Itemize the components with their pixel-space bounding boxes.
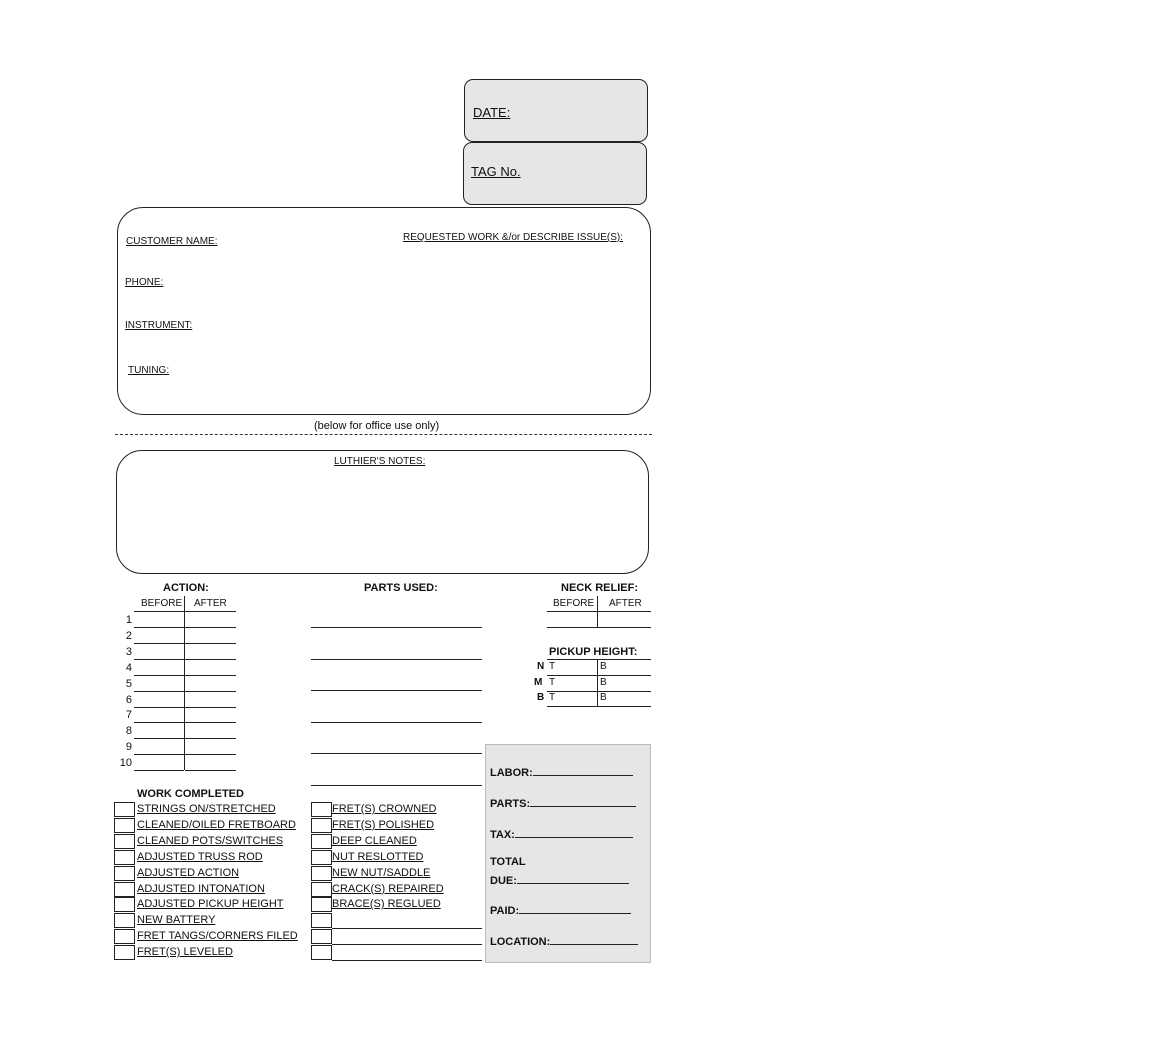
- parts-used-title: PARTS USED:: [364, 582, 438, 594]
- work-checkbox[interactable]: [114, 897, 135, 912]
- pickup-treble-label: T: [549, 661, 556, 672]
- location-label: LOCATION:: [490, 936, 551, 948]
- action-after-cell[interactable]: [185, 754, 236, 755]
- work-checkbox[interactable]: [311, 850, 332, 865]
- action-before-cell[interactable]: [134, 770, 184, 771]
- work-item-label: CLEANED POTS/SWITCHES: [137, 834, 284, 847]
- work-item-label: NUT RESLOTTED: [332, 850, 424, 863]
- neck-relief-before-header: BEFORE: [553, 598, 595, 609]
- parts-used-line[interactable]: [311, 722, 482, 723]
- work-item-label: BRACE(S) REGLUED: [332, 898, 441, 911]
- work-item-label: CRACK(S) REPAIRED: [332, 882, 444, 895]
- action-before-cell[interactable]: [134, 754, 184, 755]
- parts-used-line[interactable]: [311, 627, 482, 628]
- action-before-cell[interactable]: [134, 675, 184, 676]
- action-after-cell[interactable]: [185, 691, 236, 692]
- work-item-blank-line[interactable]: [332, 928, 482, 929]
- office-use-divider: [115, 434, 652, 435]
- work-checkbox[interactable]: [114, 866, 135, 881]
- parts-used-line[interactable]: [311, 690, 482, 691]
- work-checkbox[interactable]: [311, 882, 332, 897]
- action-row-number: 2: [125, 629, 132, 642]
- work-item-label: DEEP CLEANED: [332, 834, 417, 847]
- action-row-number: 10: [119, 757, 132, 770]
- parts-used-line[interactable]: [311, 785, 482, 786]
- work-item-label: STRINGS ON/STRETCHED: [137, 803, 276, 815]
- action-after-cell[interactable]: [185, 738, 236, 739]
- paid-field[interactable]: [490, 903, 631, 917]
- action-header-line: [134, 611, 236, 612]
- paid-label: PAID:: [490, 905, 520, 917]
- neck-relief-divider: [597, 596, 598, 627]
- action-after-cell[interactable]: [185, 707, 236, 708]
- requested-work-label: REQUESTED WORK &/or DESCRIBE ISSUE(S):: [403, 232, 624, 243]
- work-item-blank-line[interactable]: [332, 944, 482, 945]
- action-row-number: 5: [125, 677, 132, 690]
- pickup-height-line[interactable]: [547, 675, 651, 676]
- action-after-cell[interactable]: [185, 722, 236, 723]
- work-item-label: ADJUSTED PICKUP HEIGHT: [137, 898, 284, 911]
- tag-number-label: TAG No.: [471, 164, 521, 179]
- work-checkbox[interactable]: [311, 945, 332, 960]
- luthier-notes-label: LUTHIER'S NOTES:: [334, 456, 426, 467]
- work-item-label: FRET(S) LEVELED: [137, 946, 233, 959]
- action-after-cell[interactable]: [185, 627, 236, 628]
- action-after-cell[interactable]: [185, 643, 236, 644]
- action-before-cell[interactable]: [134, 627, 184, 628]
- pickup-height-header-line: [547, 659, 651, 660]
- work-item-label: ADJUSTED ACTION: [137, 866, 240, 879]
- pickup-height-line[interactable]: [547, 706, 651, 707]
- parts-field[interactable]: [490, 796, 636, 810]
- work-item-label: ADJUSTED INTONATION: [137, 882, 265, 895]
- action-row-number: 8: [125, 725, 132, 738]
- work-checkbox[interactable]: [311, 929, 332, 944]
- tuning-label: TUNING:: [128, 365, 170, 376]
- work-item-label: NEW NUT/SADDLE: [332, 866, 431, 879]
- billing-box: [485, 744, 651, 963]
- action-title: ACTION:: [163, 582, 209, 594]
- work-checkbox[interactable]: [114, 882, 135, 897]
- work-completed-title: WORK COMPLETED: [137, 788, 244, 800]
- work-item-blank-line[interactable]: [332, 960, 482, 961]
- work-checkbox[interactable]: [114, 929, 135, 944]
- tag-number-box[interactable]: [463, 142, 647, 205]
- action-after-cell[interactable]: [185, 675, 236, 676]
- work-checkbox[interactable]: [311, 866, 332, 881]
- work-checkbox[interactable]: [114, 913, 135, 928]
- action-column-divider: [184, 596, 185, 770]
- instrument-label: INSTRUMENT:: [125, 320, 193, 331]
- total-due-field[interactable]: [490, 873, 629, 887]
- tax-label: TAX:: [490, 829, 515, 841]
- work-checkbox[interactable]: [311, 802, 332, 817]
- pickup-height-divider: [597, 659, 598, 706]
- labor-field[interactable]: [490, 765, 633, 779]
- parts-label: PARTS:: [490, 798, 531, 810]
- work-item-label: FRET(S) POLISHED: [332, 818, 435, 831]
- action-after-cell[interactable]: [185, 770, 236, 771]
- office-use-note: (below for office use only): [314, 420, 440, 432]
- parts-used-line[interactable]: [311, 753, 482, 754]
- action-row-number: 1: [125, 614, 132, 626]
- action-before-header: BEFORE: [141, 598, 183, 609]
- neck-relief-after-header: AFTER: [609, 598, 642, 609]
- action-row-number: 9: [125, 741, 132, 754]
- total-label-line1: TOTAL: [490, 856, 526, 868]
- work-checkbox[interactable]: [114, 834, 135, 849]
- action-before-cell[interactable]: [134, 643, 184, 644]
- pickup-position-label: B: [537, 692, 545, 704]
- pickup-position-label: M: [534, 676, 543, 688]
- action-before-cell[interactable]: [134, 691, 184, 692]
- work-item-label: NEW BATTERY: [137, 914, 216, 927]
- total-due-label: DUE:: [490, 875, 517, 887]
- phone-label: PHONE:: [125, 277, 164, 288]
- work-item-label: CLEANED/OILED FRETBOARD: [137, 818, 296, 831]
- pickup-height-title: PICKUP HEIGHT:: [549, 646, 638, 658]
- parts-used-line[interactable]: [311, 659, 482, 660]
- date-label: DATE:: [473, 105, 511, 120]
- neck-relief-title: NECK RELIEF:: [561, 582, 638, 594]
- pickup-bass-label: B: [600, 692, 607, 704]
- work-item-label: FRET(S) CROWNED: [332, 803, 437, 815]
- pickup-treble-label: T: [549, 676, 556, 688]
- customer-name-label: CUSTOMER NAME:: [126, 236, 218, 247]
- pickup-bass-label: B: [600, 661, 607, 672]
- action-after-header: AFTER: [194, 598, 227, 609]
- neck-relief-value-line[interactable]: [547, 627, 651, 628]
- action-row-number: 6: [125, 693, 132, 706]
- work-checkbox[interactable]: [311, 897, 332, 912]
- work-checkbox[interactable]: [114, 802, 135, 817]
- action-before-cell[interactable]: [134, 659, 184, 660]
- action-row-number: 7: [125, 709, 132, 722]
- date-box[interactable]: [464, 79, 648, 142]
- action-row-number: 4: [125, 661, 132, 674]
- action-before-cell[interactable]: [134, 738, 184, 739]
- location-field[interactable]: [490, 934, 638, 948]
- pickup-bass-label: B: [600, 676, 607, 688]
- customer-info-box: [117, 207, 651, 415]
- action-row-number: 3: [125, 645, 132, 658]
- work-checkbox[interactable]: [114, 850, 135, 865]
- pickup-height-line[interactable]: [547, 691, 651, 692]
- work-checkbox[interactable]: [311, 913, 332, 928]
- pickup-position-label: N: [537, 661, 545, 672]
- neck-relief-header-line: [547, 611, 651, 612]
- action-after-cell[interactable]: [185, 659, 236, 660]
- pickup-treble-label: T: [549, 692, 556, 704]
- action-before-cell[interactable]: [134, 722, 184, 723]
- work-checkbox[interactable]: [311, 818, 332, 833]
- work-item-label: ADJUSTED TRUSS ROD: [137, 850, 263, 863]
- luthier-notes-box: [116, 450, 649, 574]
- work-item-label: FRET TANGS/CORNERS FILED: [137, 930, 298, 943]
- work-checkbox[interactable]: [114, 945, 135, 960]
- work-checkbox[interactable]: [114, 818, 135, 833]
- action-before-cell[interactable]: [134, 707, 184, 708]
- tax-field[interactable]: [490, 827, 633, 841]
- work-checkbox[interactable]: [311, 834, 332, 849]
- labor-label: LABOR:: [490, 767, 533, 779]
